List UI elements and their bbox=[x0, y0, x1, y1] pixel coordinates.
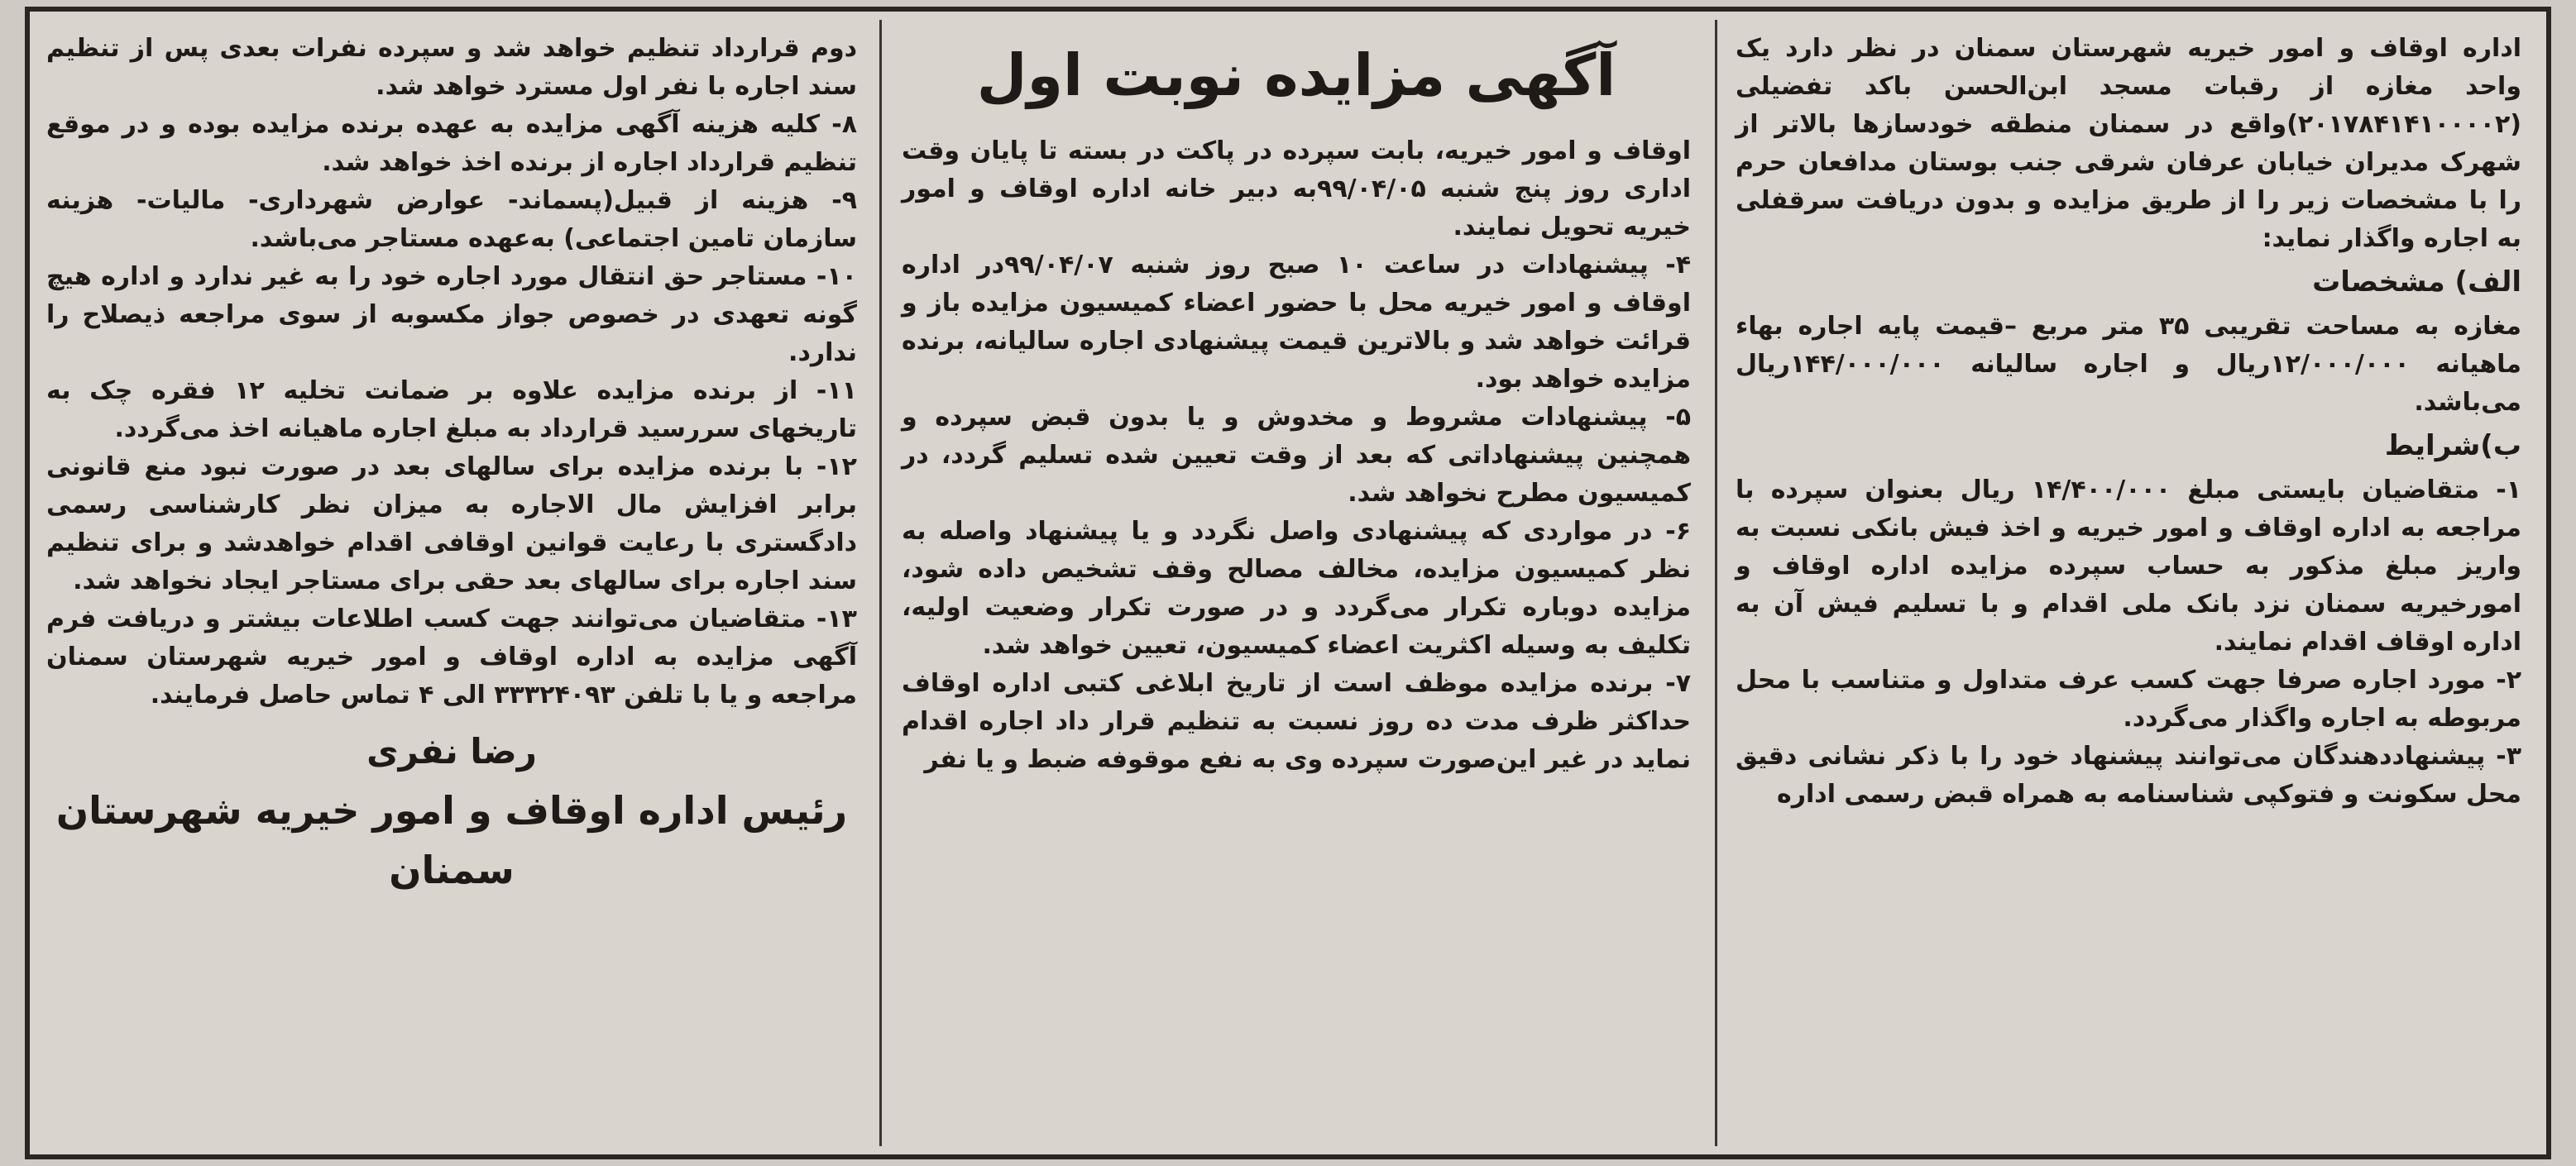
column-divider bbox=[879, 20, 882, 1146]
condition-item-3-continued: اوقاف و امور خیریه، بابت سپرده در پاکت در بسته تا پایان وقت اداری روز پنج شنبه ۹۹/۰۴/۰۵به دبیر خانه اداره اوقاف و امور خیریه تحویل نمایند. bbox=[902, 136, 1692, 241]
condition-item-4: ۴- پیشنهادات در ساعت ۱۰ صبح روز شنبه ۹۹/۰۴/۰۷در اداره اوقاف و امور خیریه محل با حضور اعضاء کمیسیون مزایده باز و قرائت خواهد شد و بالاترین قیمت پیشنهادی اجاره سالیانه، برنده مزایده خواهد بود. bbox=[902, 251, 1691, 394]
column-divider bbox=[1715, 20, 1717, 1146]
section-b-heading: ب)شرایط bbox=[2384, 429, 2521, 462]
signatory-name: رضا نفری bbox=[366, 731, 537, 772]
condition-item-13: ۱۳- متقاضیان می‌توانند جهت کسب اطلاعات بیشتر و دریافت فرم آگهی مزایده به اداره اوقاف و امور خیریه شهرستان سمنان مراجعه و یا با تلفن ۳۳۳۲۴۰۹۳ الی ۴ تماس حاصل فرمایند. bbox=[46, 605, 857, 710]
newspaper-notice bbox=[25, 7, 2551, 1159]
condition-item-3: ۳- پیشنهاددهندگان می‌توانند پیشنهاد خود را با ذکر نشانی دقیق محل سکونت و فتوکپی شناسنامه به همراه قبض رسمی اداره bbox=[1736, 742, 2521, 809]
specifications-paragraph: مغازه به مساحت تقریبی ۳۵ متر مربع –قیمت پایه اجاره بهاء ماهیانه ۱۲/۰۰۰/۰۰۰ریال و اجاره سالیانه ۱۴۴/۰۰۰/۰۰۰ریال می‌باشد. bbox=[1736, 312, 2521, 417]
condition-item-10: ۱۰- مستاجر حق انتقال مورد اجاره خود را به غیر ندارد و اداره هیچ گونه تعهدی در خصوص جواز مکسوبه از سوی مراجعه ذیصلاح را ندارد. bbox=[46, 262, 857, 367]
condition-item-6: ۶- در مواردی که پیشنهادی واصل نگردد و یا پیشنهاد واصله به نظر کمیسیون مزایده، مخالف مصالح وقف تشخیص داده شود، مزایده دوباره تکرار می‌گردد و در صورت تکرار وضعیت اولیه، تکلیف به وسیله اکثریت اعضاء کمیسیون، تعیین خواهد شد. bbox=[902, 517, 1691, 660]
intro-paragraph: اداره اوقاف و امور خیریه شهرستان سمنان در نظر دارد یک واحد مغازه از رقبات مسجد ابن‌الحسن باکد تفضیلی (۲۰۱۷۸۴۱۴۱۰۰۰۰۲)واقع در سمنان منطقه خودسازها بالاتر از شهرک مدیران خیابان عرفان شرقی جنب بوستان مدافعان حرم را با مشخصات زیر را از طریق مزایده و بدون دریافت سرقفلی به اجاره واگذار نماید: bbox=[1736, 34, 2521, 253]
condition-item-5: ۵- پیشنهادات مشروط و مخدوش و یا بدون قبض سپرده و همچنین پیشنهاداتی که بعد از وقت تعیین شده تسلیم گردد، در کمیسیون مطرح نخواهد شد. bbox=[902, 403, 1691, 508]
condition-item-12: ۱۲- با برنده مزایده برای سالهای بعد در صورت نبود منع قانونی برابر افزایش مال الاجاره به میزان نظر کارشناسی رسمی دادگستری با رعایت قوانین اوقافی اقدام خواهدشد و برای تنظیم سند اجاره برای سالهای بعد حقی برای مستاجر ایجاد نخواهد شد. bbox=[46, 452, 857, 595]
condition-item-1: ۱- متقاضیان بایستی مبلغ ۱۴/۴۰۰/۰۰۰ ریال بعنوان سپرده با مراجعه به اداره اوقاف و امور خیریه و اخذ فیش بانکی نسبت به واریز مبلغ مذکور به حساب سپرده مزایده اداره اوقاف و امورخیریه سمنان نزد بانک ملی اقدام و با تسلیم فیش آن به اداره اوقاف اقدام نمایند. bbox=[1736, 475, 2521, 657]
condition-item-2: ۲- مورد اجاره صرفا جهت کسب عرف متداول و متناسب با محل مربوطه به اجاره واگذار می‌گردد. bbox=[1736, 666, 2521, 733]
signatory-title: رئیس اداره اوقاف و امور خیریه شهرستان سمنان bbox=[55, 788, 848, 892]
notice-title: آگهی مزایده نوبت اول bbox=[976, 41, 1616, 109]
section-a-heading: الف) مشخصات bbox=[2312, 265, 2521, 299]
condition-item-7-continued: دوم قرارداد تنظیم خواهد شد و سپرده نفرات بعدی پس از تنظیم سند اجاره با نفر اول مسترد خواهد شد. bbox=[46, 34, 857, 101]
right-column bbox=[1719, 12, 2546, 1154]
condition-item-7: ۷- برنده مزایده موظف است از تاریخ ابلاغی کتبی اداره اوقاف حداکثر ظرف مدت ده روز نسبت به تنظیم قرار داد اجاره اقدام نماید در غیر این‌صورت سپرده وی به نفع موقوفه ضبط و یا نفر bbox=[902, 669, 1691, 774]
condition-item-8: ۸- کلیه هزینه آگهی مزایده به عهده برنده مزایده بوده و در موقع تنظیم قرارداد اجاره از برنده اخذ خواهد شد. bbox=[46, 110, 857, 177]
condition-item-9: ۹- هزینه از قبیل(پسماند- عوارض شهرداری- مالیات- هزینه سازمان تامین اجتماعی) به‌عهده مستاجر می‌باشد. bbox=[46, 186, 857, 253]
middle-column bbox=[883, 12, 1711, 1154]
condition-item-11: ۱۱- از برنده مزایده علاوه بر ضمانت تخلیه ۱۲ فقره چک به تاریخهای سررسید قرارداد به مبلغ اجاره ماهیانه اخذ می‌گردد. bbox=[46, 376, 857, 443]
left-column bbox=[25, 12, 875, 1154]
